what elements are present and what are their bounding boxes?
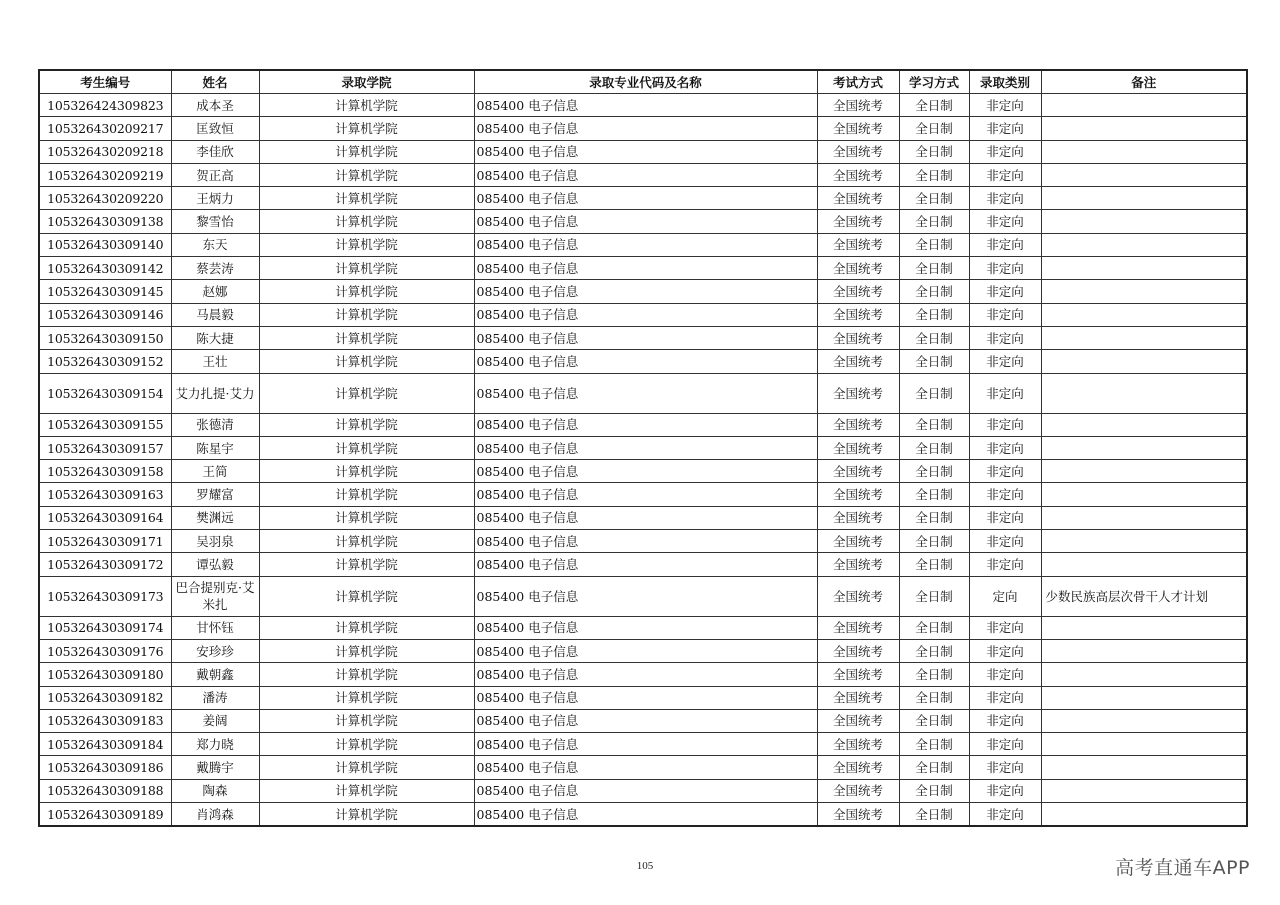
cell-exam-mode: 全国统考 (817, 483, 899, 506)
table-row (39, 257, 1247, 280)
cell-admission-type: 非定向 (969, 686, 1041, 709)
cell-remark (1041, 350, 1247, 373)
cell-candidate-id: 105326430209217 (39, 117, 171, 140)
cell-exam-mode: 全国统考 (817, 530, 899, 553)
cell-admission-type: 非定向 (969, 350, 1041, 373)
cell-candidate-id: 105326430309171 (39, 530, 171, 553)
cell-name: 黎雪怡 (171, 210, 259, 233)
cell-exam-mode: 全国统考 (817, 709, 899, 732)
cell-study-mode: 全日制 (899, 756, 969, 779)
cell-study-mode: 全日制 (899, 616, 969, 639)
table-row (39, 663, 1247, 686)
cell-remark (1041, 280, 1247, 303)
cell-major: 085400 电子信息 (474, 756, 817, 779)
cell-remark (1041, 140, 1247, 163)
cell-major: 085400 电子信息 (474, 663, 817, 686)
cell-candidate-id: 105326430309154 (39, 373, 171, 413)
table-row (39, 350, 1247, 373)
cell-college: 计算机学院 (259, 373, 474, 413)
cell-study-mode: 全日制 (899, 553, 969, 576)
cell-college: 计算机学院 (259, 506, 474, 529)
table-row (39, 530, 1247, 553)
cell-major: 085400 电子信息 (474, 483, 817, 506)
cell-candidate-id: 105326430309140 (39, 233, 171, 256)
cell-exam-mode: 全国统考 (817, 413, 899, 436)
cell-admission-type: 非定向 (969, 733, 1041, 756)
header-study-mode: 学习方式 (899, 70, 969, 94)
cell-admission-type: 非定向 (969, 803, 1041, 827)
cell-exam-mode: 全国统考 (817, 117, 899, 140)
cell-exam-mode: 全国统考 (817, 303, 899, 326)
table-row (39, 413, 1247, 436)
cell-major: 085400 电子信息 (474, 210, 817, 233)
cell-college: 计算机学院 (259, 530, 474, 553)
cell-name: 匡致恒 (171, 117, 259, 140)
cell-admission-type: 非定向 (969, 436, 1041, 459)
cell-major: 085400 电子信息 (474, 576, 817, 616)
cell-major: 085400 电子信息 (474, 326, 817, 349)
cell-study-mode: 全日制 (899, 576, 969, 616)
cell-candidate-id: 105326430309164 (39, 506, 171, 529)
cell-college: 计算机学院 (259, 413, 474, 436)
cell-name: 马晨毅 (171, 303, 259, 326)
cell-major: 085400 电子信息 (474, 280, 817, 303)
table-row (39, 686, 1247, 709)
cell-remark (1041, 326, 1247, 349)
cell-remark: 少数民族高层次骨干人才计划 (1041, 576, 1247, 616)
cell-remark (1041, 94, 1247, 117)
cell-college: 计算机学院 (259, 460, 474, 483)
cell-college: 计算机学院 (259, 257, 474, 280)
cell-study-mode: 全日制 (899, 506, 969, 529)
cell-name: 王简 (171, 460, 259, 483)
header-admission-type: 录取类别 (969, 70, 1041, 94)
cell-admission-type: 非定向 (969, 94, 1041, 117)
cell-name: 姜阔 (171, 709, 259, 732)
cell-name: 张德清 (171, 413, 259, 436)
cell-study-mode: 全日制 (899, 233, 969, 256)
cell-candidate-id: 105326430309157 (39, 436, 171, 459)
cell-name: 肖鸿森 (171, 803, 259, 827)
cell-college: 计算机学院 (259, 350, 474, 373)
cell-admission-type: 非定向 (969, 663, 1041, 686)
cell-major: 085400 电子信息 (474, 709, 817, 732)
cell-admission-type: 非定向 (969, 187, 1041, 210)
cell-candidate-id: 105326430309182 (39, 686, 171, 709)
cell-study-mode: 全日制 (899, 803, 969, 827)
cell-exam-mode: 全国统考 (817, 350, 899, 373)
header-candidate-id: 考生编号 (39, 70, 171, 94)
cell-exam-mode: 全国统考 (817, 803, 899, 827)
cell-candidate-id: 105326430209219 (39, 163, 171, 186)
cell-admission-type: 定向 (969, 576, 1041, 616)
cell-name: 陈星宇 (171, 436, 259, 459)
cell-admission-type: 非定向 (969, 530, 1041, 553)
table-row (39, 326, 1247, 349)
cell-college: 计算机学院 (259, 233, 474, 256)
header-major: 录取专业代码及名称 (474, 70, 817, 94)
cell-college: 计算机学院 (259, 187, 474, 210)
cell-exam-mode: 全国统考 (817, 233, 899, 256)
cell-exam-mode: 全国统考 (817, 187, 899, 210)
cell-exam-mode: 全国统考 (817, 686, 899, 709)
cell-candidate-id: 105326430309172 (39, 553, 171, 576)
cell-admission-type: 非定向 (969, 616, 1041, 639)
cell-admission-type: 非定向 (969, 257, 1041, 280)
cell-college: 计算机学院 (259, 733, 474, 756)
cell-exam-mode: 全国统考 (817, 506, 899, 529)
cell-study-mode: 全日制 (899, 483, 969, 506)
cell-college: 计算机学院 (259, 140, 474, 163)
cell-major: 085400 电子信息 (474, 616, 817, 639)
cell-name: 巴合提别克·艾米扎 (171, 576, 259, 616)
cell-remark (1041, 257, 1247, 280)
cell-candidate-id: 105326430309184 (39, 733, 171, 756)
cell-name: 安珍珍 (171, 639, 259, 662)
watermark: 高考直通车APP (1115, 857, 1250, 879)
cell-major: 085400 电子信息 (474, 413, 817, 436)
cell-remark (1041, 686, 1247, 709)
cell-admission-type: 非定向 (969, 756, 1041, 779)
cell-remark (1041, 413, 1247, 436)
cell-college: 计算机学院 (259, 663, 474, 686)
cell-name: 东天 (171, 233, 259, 256)
cell-candidate-id: 105326430309189 (39, 803, 171, 827)
cell-college: 计算机学院 (259, 94, 474, 117)
cell-exam-mode: 全国统考 (817, 94, 899, 117)
cell-major: 085400 电子信息 (474, 94, 817, 117)
cell-candidate-id: 105326430309145 (39, 280, 171, 303)
cell-remark (1041, 616, 1247, 639)
cell-study-mode: 全日制 (899, 280, 969, 303)
cell-candidate-id: 105326430309183 (39, 709, 171, 732)
cell-study-mode: 全日制 (899, 140, 969, 163)
cell-name: 陶森 (171, 779, 259, 802)
cell-major: 085400 电子信息 (474, 257, 817, 280)
cell-college: 计算机学院 (259, 639, 474, 662)
cell-college: 计算机学院 (259, 436, 474, 459)
table-row (39, 779, 1247, 802)
cell-study-mode: 全日制 (899, 663, 969, 686)
table-row (39, 140, 1247, 163)
cell-name: 戴朝鑫 (171, 663, 259, 686)
cell-major: 085400 电子信息 (474, 553, 817, 576)
cell-candidate-id: 105326430209220 (39, 187, 171, 210)
cell-remark (1041, 733, 1247, 756)
cell-college: 计算机学院 (259, 303, 474, 326)
cell-remark (1041, 506, 1247, 529)
cell-major: 085400 电子信息 (474, 460, 817, 483)
cell-college: 计算机学院 (259, 709, 474, 732)
cell-admission-type: 非定向 (969, 639, 1041, 662)
cell-study-mode: 全日制 (899, 530, 969, 553)
cell-major: 085400 电子信息 (474, 530, 817, 553)
cell-name: 吴羽泉 (171, 530, 259, 553)
cell-exam-mode: 全国统考 (817, 373, 899, 413)
cell-candidate-id: 105326424309823 (39, 94, 171, 117)
cell-candidate-id: 105326430309158 (39, 460, 171, 483)
cell-study-mode: 全日制 (899, 326, 969, 349)
cell-remark (1041, 163, 1247, 186)
cell-college: 计算机学院 (259, 779, 474, 802)
cell-major: 085400 电子信息 (474, 233, 817, 256)
cell-remark (1041, 436, 1247, 459)
cell-admission-type: 非定向 (969, 373, 1041, 413)
cell-study-mode: 全日制 (899, 163, 969, 186)
cell-exam-mode: 全国统考 (817, 639, 899, 662)
cell-candidate-id: 105326430309176 (39, 639, 171, 662)
table-row (39, 616, 1247, 639)
cell-exam-mode: 全国统考 (817, 663, 899, 686)
cell-remark (1041, 553, 1247, 576)
cell-admission-type: 非定向 (969, 117, 1041, 140)
cell-major: 085400 电子信息 (474, 733, 817, 756)
cell-remark (1041, 639, 1247, 662)
cell-admission-type: 非定向 (969, 280, 1041, 303)
cell-remark (1041, 756, 1247, 779)
cell-admission-type: 非定向 (969, 553, 1041, 576)
table-row (39, 280, 1247, 303)
cell-study-mode: 全日制 (899, 94, 969, 117)
cell-major: 085400 电子信息 (474, 140, 817, 163)
cell-remark (1041, 803, 1247, 827)
table-row (39, 553, 1247, 576)
header-exam-mode: 考试方式 (817, 70, 899, 94)
cell-remark (1041, 373, 1247, 413)
table-row (39, 483, 1247, 506)
cell-major: 085400 电子信息 (474, 163, 817, 186)
cell-college: 计算机学院 (259, 280, 474, 303)
cell-remark (1041, 303, 1247, 326)
cell-remark (1041, 663, 1247, 686)
table-row (39, 94, 1247, 117)
cell-exam-mode: 全国统考 (817, 460, 899, 483)
cell-admission-type: 非定向 (969, 709, 1041, 732)
cell-name: 艾力扎提·艾力 (171, 373, 259, 413)
cell-college: 计算机学院 (259, 576, 474, 616)
cell-major: 085400 电子信息 (474, 506, 817, 529)
cell-study-mode: 全日制 (899, 413, 969, 436)
cell-name: 甘怀钰 (171, 616, 259, 639)
cell-exam-mode: 全国统考 (817, 257, 899, 280)
cell-study-mode: 全日制 (899, 460, 969, 483)
cell-major: 085400 电子信息 (474, 803, 817, 827)
cell-exam-mode: 全国统考 (817, 616, 899, 639)
table-row (39, 210, 1247, 233)
table-row (39, 187, 1247, 210)
cell-study-mode: 全日制 (899, 117, 969, 140)
cell-name: 樊渊远 (171, 506, 259, 529)
cell-candidate-id: 105326430309150 (39, 326, 171, 349)
cell-remark (1041, 709, 1247, 732)
cell-study-mode: 全日制 (899, 210, 969, 233)
table-row (39, 373, 1247, 413)
table-row (39, 709, 1247, 732)
cell-major: 085400 电子信息 (474, 303, 817, 326)
cell-exam-mode: 全国统考 (817, 756, 899, 779)
cell-exam-mode: 全国统考 (817, 140, 899, 163)
cell-study-mode: 全日制 (899, 303, 969, 326)
cell-college: 计算机学院 (259, 483, 474, 506)
cell-name: 李佳欣 (171, 140, 259, 163)
cell-study-mode: 全日制 (899, 187, 969, 210)
cell-admission-type: 非定向 (969, 413, 1041, 436)
cell-exam-mode: 全国统考 (817, 280, 899, 303)
cell-major: 085400 电子信息 (474, 686, 817, 709)
table-row (39, 460, 1247, 483)
cell-name: 蔡芸涛 (171, 257, 259, 280)
cell-name: 潘涛 (171, 686, 259, 709)
cell-exam-mode: 全国统考 (817, 326, 899, 349)
table-row (39, 506, 1247, 529)
cell-admission-type: 非定向 (969, 779, 1041, 802)
cell-study-mode: 全日制 (899, 436, 969, 459)
cell-major: 085400 电子信息 (474, 187, 817, 210)
cell-candidate-id: 105326430309142 (39, 257, 171, 280)
cell-college: 计算机学院 (259, 616, 474, 639)
cell-admission-type: 非定向 (969, 506, 1041, 529)
cell-college: 计算机学院 (259, 803, 474, 827)
cell-remark (1041, 210, 1247, 233)
cell-exam-mode: 全国统考 (817, 733, 899, 756)
cell-remark (1041, 779, 1247, 802)
cell-major: 085400 电子信息 (474, 373, 817, 413)
table-row (39, 639, 1247, 662)
cell-candidate-id: 105326430309174 (39, 616, 171, 639)
cell-candidate-id: 105326430309186 (39, 756, 171, 779)
cell-exam-mode: 全国统考 (817, 553, 899, 576)
table-row (39, 576, 1247, 616)
cell-admission-type: 非定向 (969, 163, 1041, 186)
table-header (39, 70, 1247, 94)
table-row (39, 756, 1247, 779)
header-college: 录取学院 (259, 70, 474, 94)
cell-remark (1041, 460, 1247, 483)
cell-exam-mode: 全国统考 (817, 436, 899, 459)
cell-major: 085400 电子信息 (474, 117, 817, 140)
cell-exam-mode: 全国统考 (817, 210, 899, 233)
cell-name: 成本圣 (171, 94, 259, 117)
cell-college: 计算机学院 (259, 210, 474, 233)
cell-study-mode: 全日制 (899, 709, 969, 732)
cell-candidate-id: 105326430309155 (39, 413, 171, 436)
cell-study-mode: 全日制 (899, 373, 969, 413)
cell-remark (1041, 187, 1247, 210)
cell-candidate-id: 105326430309188 (39, 779, 171, 802)
cell-name: 王炳力 (171, 187, 259, 210)
header-row (39, 70, 1247, 94)
table-row (39, 117, 1247, 140)
cell-name: 陈大捷 (171, 326, 259, 349)
table-row (39, 803, 1247, 827)
cell-study-mode: 全日制 (899, 779, 969, 802)
cell-college: 计算机学院 (259, 117, 474, 140)
cell-exam-mode: 全国统考 (817, 576, 899, 616)
cell-name: 贺正高 (171, 163, 259, 186)
cell-candidate-id: 105326430309173 (39, 576, 171, 616)
header-name: 姓名 (171, 70, 259, 94)
cell-remark (1041, 117, 1247, 140)
table-body (39, 94, 1247, 827)
cell-candidate-id: 105326430309152 (39, 350, 171, 373)
cell-candidate-id: 105326430309180 (39, 663, 171, 686)
cell-study-mode: 全日制 (899, 733, 969, 756)
cell-admission-type: 非定向 (969, 326, 1041, 349)
cell-college: 计算机学院 (259, 686, 474, 709)
cell-major: 085400 电子信息 (474, 779, 817, 802)
table-row (39, 303, 1247, 326)
cell-remark (1041, 233, 1247, 256)
cell-study-mode: 全日制 (899, 350, 969, 373)
cell-remark (1041, 483, 1247, 506)
admission-table (38, 69, 1248, 827)
cell-major: 085400 电子信息 (474, 350, 817, 373)
cell-exam-mode: 全国统考 (817, 163, 899, 186)
table-row (39, 163, 1247, 186)
cell-major: 085400 电子信息 (474, 436, 817, 459)
cell-admission-type: 非定向 (969, 140, 1041, 163)
page-number: 105 (636, 860, 654, 872)
cell-name: 罗耀富 (171, 483, 259, 506)
cell-candidate-id: 105326430309163 (39, 483, 171, 506)
table-row (39, 436, 1247, 459)
cell-name: 王壮 (171, 350, 259, 373)
cell-candidate-id: 105326430309138 (39, 210, 171, 233)
cell-college: 计算机学院 (259, 326, 474, 349)
cell-college: 计算机学院 (259, 756, 474, 779)
cell-college: 计算机学院 (259, 553, 474, 576)
cell-name: 谭弘毅 (171, 553, 259, 576)
header-remark: 备注 (1041, 70, 1247, 94)
cell-study-mode: 全日制 (899, 257, 969, 280)
cell-admission-type: 非定向 (969, 233, 1041, 256)
table-row (39, 233, 1247, 256)
cell-major: 085400 电子信息 (474, 639, 817, 662)
table-row (39, 733, 1247, 756)
cell-study-mode: 全日制 (899, 686, 969, 709)
cell-admission-type: 非定向 (969, 483, 1041, 506)
cell-name: 戴腾宇 (171, 756, 259, 779)
cell-name: 赵娜 (171, 280, 259, 303)
cell-candidate-id: 105326430209218 (39, 140, 171, 163)
cell-admission-type: 非定向 (969, 460, 1041, 483)
cell-remark (1041, 530, 1247, 553)
cell-study-mode: 全日制 (899, 639, 969, 662)
cell-admission-type: 非定向 (969, 303, 1041, 326)
cell-candidate-id: 105326430309146 (39, 303, 171, 326)
cell-admission-type: 非定向 (969, 210, 1041, 233)
cell-exam-mode: 全国统考 (817, 779, 899, 802)
cell-college: 计算机学院 (259, 163, 474, 186)
cell-name: 郑力晓 (171, 733, 259, 756)
